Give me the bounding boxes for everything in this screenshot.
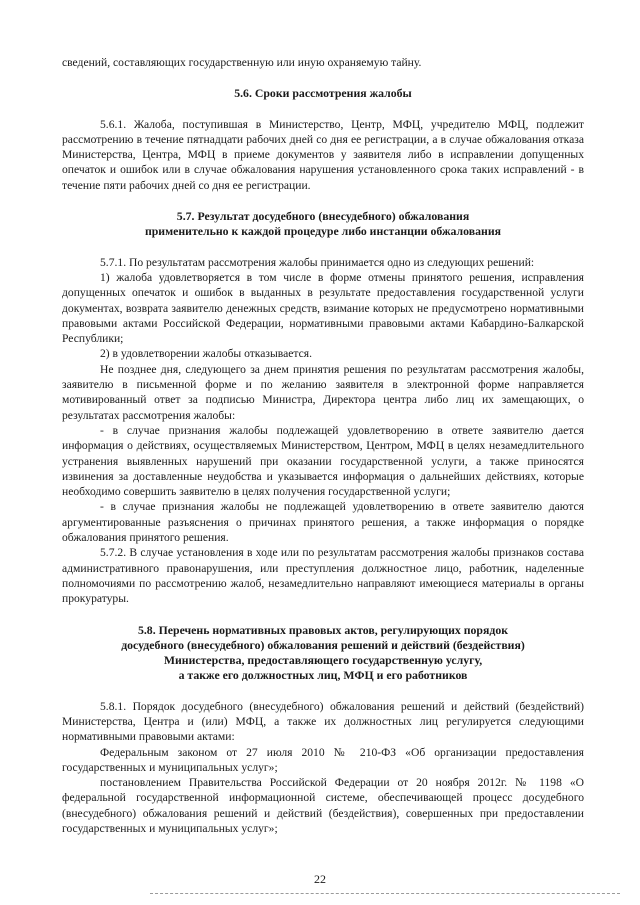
paragraph-satisfied-case: - в случае признания жалобы подлежащей удовлетворению в ответе заявителю дается информация о действиях, осуществляемых Министерством, Центром, МФЦ в целях незамедлительного устранения выявленных нарушений при оказании государственной услуги, а также приносятся извинения за доставленные неудобства и указывается информация о дальнейших действиях, которые необходимо совершить заявителю в целях получения государственной услуги; — [62, 423, 584, 499]
paragraph-government-decree: постановлением Правительства Российской Федерации от 20 ноября 2012г. № 1198 «О федеральной государственной информационной системе, обеспечивающей процесс досудебного (внесудебного) обжалования решений и действий (бездействия), совершенных при предоставлении государственных и муниципальных услуг»; — [62, 776, 584, 836]
paragraph-5-8-1: 5.8.1. Порядок досудебного (внесудебного) обжалования решений и действий (бездействий) Министерства, Центра и (или) МФЦ, а также их должностных лиц регулируется следующими нормативными правовыми актами: — [62, 699, 584, 744]
section-5-8-title-line3: Министерства, предоставляющего государственную услугу, — [163, 653, 483, 668]
section-5-8-title-line1: 5.8. Перечень нормативных правовых актов, регулирующих порядок — [137, 622, 509, 637]
paragraph-decision-1: 1) жалоба удовлетворяется в том числе в форме отмены принятого решения, исправления допущенных опечаток и ошибок в выданных в результате предоставления государственной услуги документах, возврата заявителю денежных средств, взимание которых не предусмотрено нормативными правовыми актами Российской Федерации, нормативными правовыми актами Кабардино-Балкарской Республики; — [62, 270, 584, 346]
section-5-8-title-line2: досудебного (внесудебного) обжалования решений и действий (бездействия) — [121, 637, 525, 652]
section-5-7-title-line1: 5.7. Результат досудебного (внесудебного) обжалования — [176, 209, 470, 224]
section-5-7-title-line2: применительно к каждой процедуре либо инстанции обжалования — [144, 224, 502, 239]
scan-footer-lines — [150, 893, 620, 897]
paragraph-5-7-1: 5.7.1. По результатам рассмотрения жалобы принимается одно из следующих решений: — [100, 255, 535, 269]
paragraph-5-6-1: 5.6.1. Жалоба, поступившая в Министерство, Центр, МФЦ, учредителю МФЦ, подлежит рассмотрению в течение пятнадцати рабочих дней со дня ее регистрации, а в случае обжалования отказа Министерства, Центра, МФЦ в приеме документов у заявителя либо в исправлении допущенных опечаток и ошибок или в случае обжалования нарушения установленного срока таких исправлений - в течение пяти рабочих дней со дня ее регистрации. — [62, 117, 584, 192]
paragraph-decision-2: 2) в удовлетворении жалобы отказывается. — [100, 347, 312, 361]
paragraph-response-deadline: Не позднее дня, следующего за днем принятия решения по результатам рассмотрения жалобы, заявителю в письменной форме и по желанию заявителя в электронной форме направляется мотивированный ответ за подписью Министра, Директора центра либо лиц их замещающих, о результатах рассмотрения жалобы: — [62, 362, 584, 422]
paragraph-5-7-2: 5.7.2. В случае установления в ходе или по результатам рассмотрения жалобы признаков состава административного правонарушения, или преступления должностное лицо, работник, наделенные полномочиями по рассмотрению жалоб, незамедлительно направляют имеющиеся материалы в органы прокуратуры. — [62, 546, 584, 606]
section-5-7-title — [62, 209, 584, 240]
page-number: 22 — [314, 872, 326, 886]
paragraph-federal-law: Федеральным законом от 27 июля 2010 № 210-ФЗ «Об организации предоставления государственных и муниципальных услуг»; — [62, 745, 584, 774]
paragraph-rejected-case: - в случае признания жалобы не подлежащей удовлетворению в ответе заявителю даются аргументированные разъяснения о причинах принятого решения, а также информация о порядке обжалования принятого решения. — [62, 500, 584, 545]
section-5-6-title: 5.6. Сроки рассмотрения жалобы — [234, 86, 412, 101]
document-page — [62, 55, 584, 836]
section-5-8-title-line4: а также его должностных лиц, МФЦ и его работников — [178, 668, 468, 683]
intro-line: сведений, составляющих государственную или иную охраняемую тайну. — [62, 56, 422, 69]
section-5-8-title — [62, 623, 584, 684]
